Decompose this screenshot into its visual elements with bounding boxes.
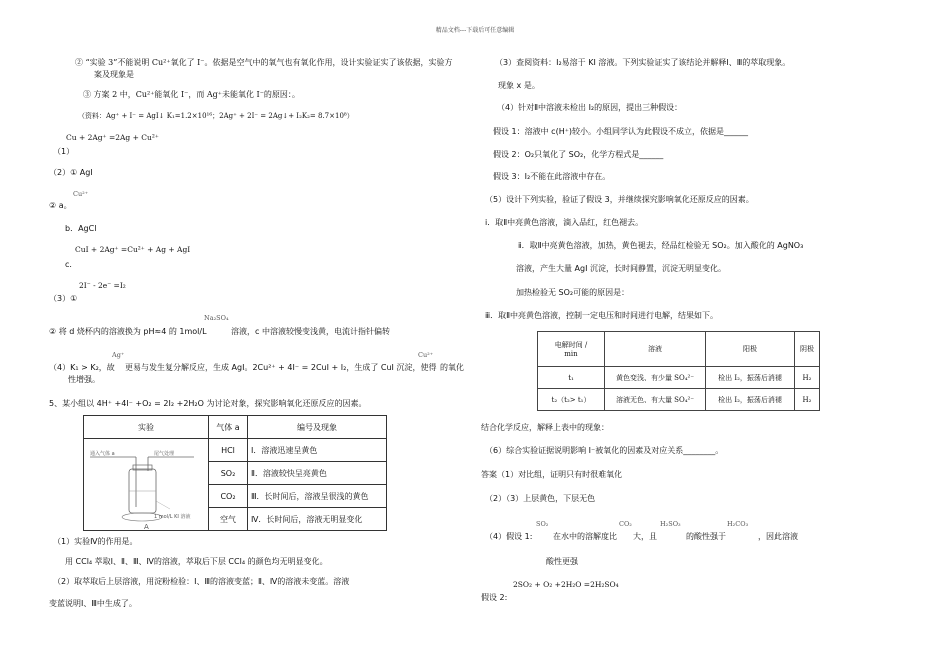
- table-header: [538, 332, 605, 367]
- question-5: 5、某小组以 4H⁺ +4I⁻ +O₂ = 2I₂ +2H₂O 为讨论对象，探究影响氧化还原反应的因素。: [49, 399, 367, 408]
- answer-line: （1）实验Ⅳ的作用是。: [53, 537, 138, 546]
- formula: CO₂: [619, 520, 632, 528]
- answer-line: （3）①: [49, 294, 78, 303]
- answer-line: 在水中的溶解度比: [553, 532, 617, 541]
- gas-out-label: 尾气处理: [154, 450, 175, 457]
- result-cell: Ⅳ．长时间后，溶液无明显变化: [248, 508, 387, 531]
- table-cell: 检出 I₂，振荡后消褪: [706, 367, 795, 389]
- formula: Cu²⁺: [418, 351, 434, 359]
- text-line: 结合化学反应，解释上表中的现象：: [481, 423, 609, 432]
- answer-line: 酸性更强: [546, 557, 578, 566]
- result-cell: Ⅲ．长时间后，溶液呈很浅的黄色: [248, 485, 387, 508]
- page-header: 精品文档---下载后可任意编辑: [435, 27, 515, 34]
- text-line: ③ 方案 2 中，Cu²⁺能氧化 I⁻，而 Ag⁺未能氧化 I⁻的原因：。: [83, 90, 300, 99]
- equation: Cu + 2Ag⁺ =2Ag + Cu²⁺: [66, 133, 159, 142]
- text-line: （5）设计下列实验，验证了假设 3，并继续探究影响氧化还原反应的因素。: [485, 195, 754, 204]
- text-line: （资料：Ag⁺ + I⁻ = AgI↓ K₁=1.2×10¹⁶；2Ag⁺ + 2I⁻ = 2Ag↓+ I₂K₂= 8.7×10⁸）: [78, 112, 354, 120]
- formula: Cu²⁺: [73, 190, 89, 198]
- text-line: 加热检验无 SO₂可能的原因是：: [516, 288, 630, 297]
- answer-line: ② 将 d 烧杯内的溶液换为 pH≈4 的 1mol/L: [49, 327, 207, 336]
- electrolysis-table: [537, 331, 820, 411]
- table-row: [538, 389, 820, 411]
- text-line: 现象 x 是。: [498, 81, 540, 90]
- text-line: ② “实验 3”不能说明 Cu²⁺氧化了 I⁻。依据是空气中的氧气也有氧化作用，设计实验证实了该依据，实验方: [75, 58, 453, 67]
- apparatus-cell: [84, 439, 209, 531]
- table-header: 实验: [84, 416, 209, 439]
- vessel-label: A: [144, 522, 149, 531]
- answer-line: 大，且: [633, 532, 657, 541]
- text-line: 溶液，产生大量 AgI 沉淀，长时间静置，沉淀无明显变化。: [516, 264, 726, 273]
- text-line: （4）针对Ⅱ中溶液未检出 I₂的原因，提出三种假设：: [497, 103, 683, 112]
- header-time: 电解时间 /: [554, 341, 588, 349]
- answer-line: 用 CCl₄ 萃取Ⅰ、Ⅱ、Ⅲ、Ⅳ的溶液，萃取后下层 CCl₄ 的颜色均无明显变化。: [65, 557, 328, 566]
- table-row: [84, 439, 387, 462]
- table-cell: 黄色变浅、有少量 SO₄²⁻: [605, 367, 706, 389]
- answer-line: c.: [65, 260, 72, 269]
- gas-washing-bottle-icon: [84, 449, 202, 539]
- answer-line: （2）① AgI: [49, 168, 93, 177]
- text-line: 案及现象是: [94, 70, 134, 79]
- answer-line: 溶液，c 中溶液较慢变浅黄，电流计指针偏转: [231, 327, 390, 336]
- text-line: 假设 2：O₂只氧化了 SO₂，化学方程式是______: [493, 150, 664, 159]
- answer-heading: 答案（1）对比组，证明只有时很难氧化: [481, 470, 623, 479]
- answer-line: b．AgCl: [65, 224, 97, 233]
- result-cell: Ⅱ．溶液较快呈亮黄色: [248, 462, 387, 485]
- formula: Ag⁺: [112, 351, 125, 359]
- experiment-table: [83, 415, 387, 531]
- answer-label: （1）: [53, 147, 75, 156]
- table-header: 溶液: [605, 332, 706, 367]
- table-row: [538, 367, 820, 389]
- answer-line: （2）（3）上层黄色，下层无色: [485, 494, 596, 503]
- text-line: （6）综合实验证据说明影响 I⁻被氧化的因素及对应关系________。: [485, 446, 724, 455]
- solution-label: 1 mol/L KI 溶液: [154, 513, 191, 520]
- text-line: 假设 1：溶液中 c(H⁺)较小。小组同学认为此假设不成立，依据是______: [493, 127, 749, 136]
- apparatus-diagram: [84, 449, 208, 531]
- text-line: （3）查阅资料：I₂易溶于 KI 溶液。下列实验证实了该结论并解释Ⅰ、Ⅲ的萃取现象。: [495, 58, 791, 67]
- table-header: 阴极: [795, 332, 820, 367]
- table-cell: t₁: [538, 367, 605, 389]
- text-line: ⅰ．取Ⅱ中亮黄色溶液，滴入品红，红色褪去。: [485, 218, 644, 227]
- gas-in-label: 通入气体 a: [90, 450, 115, 457]
- equation: 2SO₂ + O₂ +2H₂O =2H₂SO₄: [513, 580, 619, 589]
- answer-line: （4）K₁ > K₂，故: [49, 363, 115, 372]
- table-header: 阳极: [706, 332, 795, 367]
- answer-line: 假设 2:: [481, 593, 508, 602]
- formula: H₂CO₃: [727, 520, 749, 528]
- table-cell: t₂（t₂> t₁）: [538, 389, 605, 411]
- header-unit: min: [564, 350, 578, 358]
- gas-cell: 空气: [209, 508, 248, 531]
- formula: SO₂: [536, 520, 549, 528]
- table-cell: 检出 I₂，振荡后消褪: [706, 389, 795, 411]
- answer-line: 的酸性强于: [686, 532, 726, 541]
- formula: Na₂SO₄: [204, 314, 229, 322]
- equation: CuI + 2Ag⁺ =Cu²⁺ + Ag + AgI: [75, 245, 191, 254]
- answer-line: 更易与发生复分解反应，生成 AgI。2Cu²⁺ + 4I⁻ = 2CuI + I₂，生成了 CuI 沉淀，使得: [125, 363, 437, 372]
- text-line: 假设 3：I₂不能在此溶液中存在。: [493, 172, 611, 181]
- gas-cell: SO₂: [209, 462, 248, 485]
- table-cell: H₂: [795, 367, 820, 389]
- answer-line: 性增强。: [68, 375, 100, 384]
- answer-line: ② a。: [49, 201, 72, 210]
- text-line: ⅲ．取Ⅱ中亮黄色溶液，控制一定电压和时间进行电解，结果如下。: [485, 311, 719, 320]
- answer-line: 变蓝说明Ⅰ、Ⅲ中生成了。: [49, 599, 137, 608]
- result-cell: Ⅰ．溶液迅速呈黄色: [248, 439, 387, 462]
- answer-line: （4）假设 1:: [485, 532, 533, 541]
- table-cell: 溶液无色、有大量 SO₄²⁻: [605, 389, 706, 411]
- table-cell: H₂: [795, 389, 820, 411]
- equation: 2I⁻ - 2e⁻ =I₂: [79, 281, 126, 290]
- answer-line: ，因此溶液: [758, 532, 798, 541]
- text-line: ⅱ．取Ⅱ中亮黄色溶液，加热，黄色褪去，经品红检验无 SO₂。加入酸化的 AgNO₃: [518, 241, 804, 250]
- formula: H₂SO₃: [660, 520, 681, 528]
- gas-cell: CO₂: [209, 485, 248, 508]
- table-header: 气体 a: [209, 416, 248, 439]
- gas-cell: HCl: [209, 439, 248, 462]
- answer-line: （2）取萃取后上层溶液，用淀粉检验：Ⅰ、Ⅲ的溶液变蓝；Ⅱ、Ⅳ的溶液未变蓝。溶液: [53, 577, 350, 586]
- table-header: 编号及现象: [248, 416, 387, 439]
- answer-line: 的氧化: [440, 363, 464, 372]
